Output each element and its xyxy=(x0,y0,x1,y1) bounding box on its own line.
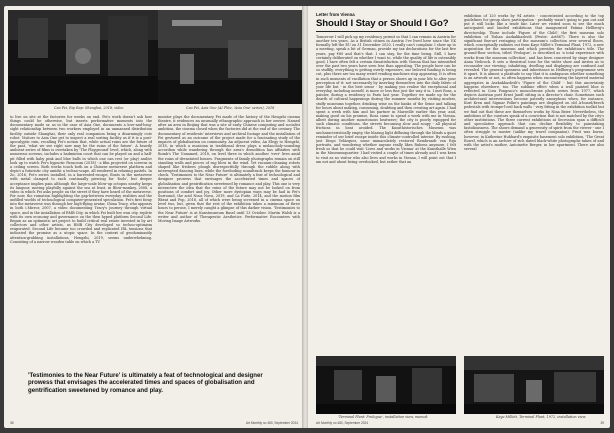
right-page xyxy=(308,6,610,428)
right-column-1: Tomorrow I will pick up my residency permit so that I can remain in Austria for another ten years. As a British citizen in Austria I've lived here since the UK formally left the EU on 31 December 2020, I really can't complain: I show up to a meeting, speak a bit of German, provide my tax declarations for the last five years, pay €80 and that's that. I can stay, for the time being. Still, I have certainly deliberated on whether I want to, while the quality of life is ostensibly good, I have often felt a certain dissatisfaction with Vienna that has intensified over the past two years have seen less than appealing. The people here can be so stuffily, everything is getting overly expensive, our beloved funding is being cut, plus there are too many weird vending machines stop appearing. It is often in such moments of vacillation that a person shows up in your life to alter your perception of it: not necessarily by inserting themselves into the daily fabric of your life but - in the best sense - by making you realise the exceptional and everyday, including oneself, is more or less fine just the way it is. I met Rosa, a painter, during a residency in Paris last year. Together we made up for the dearth of cultural happenings during the summer months by visiting modest, stuffy museums together, drinking wine on the banks of the Seine and talking for hours about making, consuming, doubting and then creating art again. I had spent a week with him and his partner in Marseille earlier this year, and, making good on his promise, Rosa came to spend a week with me in Vienna, albeit during another monotonous heatwave; the city is poorly equipped for such climatic conditions, the streets becoming slow and soupy - all physical frictions in heat avoided. The Kunsthistorisches Museum was uncharacteristically empty, the blazing light diffusing through the blinds a quiet reminder of our brief escape inside this climate-controlled interior. By rushing, just Diego Velázquez, some immaculately restored Rembrandt van Rijn portraits, and wondering whether anyone really likes Rubens anymore, I felt fresh so that he could visit 'Lives and works in Vienna' at the Kunsthalle Wien in the Museumsquartier. I had visited a couple of times already and I was keen to visit as no visitor who also lives and works in Vienna, I will point out that I am not and about being overlooked, but rather that an xyxy=(316,35,456,164)
installation-photo-image xyxy=(158,10,304,104)
headline-rule xyxy=(316,31,454,32)
photo-asia-one xyxy=(158,10,304,104)
photo1-caption: Cao Fei, Rip Rap: Shanghai, 2018, video xyxy=(54,106,124,110)
right-column-2: exhibition of 120 works by 94 artists - concentrated according to the top guidelines for group show participation - probably wasn't going to pan out and put it still looks like a trade fair. Later we visited soon to see the much anticipated and lauded exhibitions that inaugurated Fatima Hellberg's directorship. Those include 'Figure of the Child', the first museum solo exhibition of Tishan Aszkakhashvili (Pestie: Art867). There is also the significant fine-art restaging of the museum's collection over several floors, which conceptually radiates out from Kaye Millet's Terminal Plant, 1972, a new acquisition for the museum and which provides the exhibition's title. The ground-floor section, titled 'Prologue', is described as 'a total experience with works from the museum collection', and has been conceived by stage designer Anna Viebrock. It sets a theatrical tone for the wider show and invites us to reconsider our viewing, inhabiting, dwelling and displaying are confined and revealed. The general openness and inheritance in Hellberg's programme sets it apart. It is almost a platitude to say that it is ambiguous whether something is an artwork or not, so often happens when encountering the layered material aggregates in Aszkakhashvili's 'Figure of the Child' - but this uncertainty happens elsewhere, too. The sublime effect when a wall painted blue is reflected in Cora Pongracz's monochrome photo series from 1977, which depicts Austrian poet Ernst Jandl sitting in a director's chair. Sometimes such architectural interventions become patently amorphous when, for instance, Kurt Kren and Sigmar Polke's paintings are displayed on old A-board/beech pedestals with trompe-l'oeil back walls - very fitting in the exhibition toolkit but we find out that these are themselves works by Nina Beier. Nevertheless, the ambitions of the curators speak of a conviction that is not matched by the city's other institutions. The three current exhibitions at Secession span a difficult and speculative approach that can decline flexibility to painstaking fastidiousness. The shows demand a generosity of spirit from the viewer - one I often struggle to muster (unlike my travel companion). Fruit was borne, however, in Katherine Hubbard's exquisite basement solo exhibition, 'The Great Rowel, which is an archive of rich dated black-white photographs taken of and with the artist's mother, Antoinette Berger, in her apartment. There are also several xyxy=(464,14,604,151)
left-column-2: monitor plays the documentary Fei made of the history of the Hengzhi cinema theatre, it evidences an unusually ethnographic approach in her oeuvre. Named after an area in Beijing that was a site of early Chinese computing and socialist ambition, the cinema closed when the factories did at the end of the century. The documentary of residents' interviews and archival footage and the installation of Fei gestured as an outcome of the project made for a fascinating study of the impacts of globalisation on community. An adjacent video, An Elegy to Hengzhi, 2018, in which a musician in traditional dress plays a melancholy-sounding accordion while wandering through the area's demolition has affinities with Bomb's The Unnamed, 2018, on level three in which another 'ever' lives amid the ruins of devastated houses. Fragments of family photographs remain on still standing walls and pieces of rug blow in the wind. Yet vacuum-cleaning robots shaped like frisbees plough disrespectfully through the rubble along with interrupted dancing lines, while the foreboding soundtrack keeps the humour in check. 'Testimonies to the Near Future' is ultimately a feat of technological and designer prowess that envisages the accelerated times and spaces of globalisation and gentrification sweetened by romance and play. This one is very interactive the idea that the ruins of the future may not be looked on from positions of comfort and joy. Other more dystopian ways may be had in Fei's Surround, the acid Nous Nova, 2019, and La Fuite, 2014, and the motion film Bbeat and Pop, 2016, all of which were being screened in a cinema space on level two, but, given that the rest of the exhibition takes a minimum of three hours to peruse, I merely caught a glimpse of this darker vision. 'Testimonies to the Near Future' is at Kunstmuseum Basel until 13 October. Martin Walsh is a writer and author of Therapeutic Aesthetics: Performative Encounters with Moving Image Artworks. xyxy=(158,115,300,223)
pull-quote: 'Testimonies to the Near Future' is ultimately a feat of technological and designer prowess that envisages the accelerated times and spaces of globalisation and gentrification sweetened by romance and play. xyxy=(28,372,263,394)
page-number-left xyxy=(10,421,14,425)
photo-rip-rap xyxy=(8,10,158,104)
page-number-right: 39 xyxy=(600,421,604,425)
photo-terminal-plant-prologue xyxy=(316,356,456,414)
right-photo2-caption: Kaye Millett, Terminal Plant, 1972, installation view xyxy=(496,415,586,419)
installation-view-image xyxy=(316,356,456,414)
left-page xyxy=(4,6,304,428)
section-kicker: Letter from Vienna xyxy=(316,12,355,17)
right-photo1-caption: 'Terminal Plant: Prologue', installation view, mumok xyxy=(338,415,428,419)
installation-view-image-2 xyxy=(464,356,604,414)
folio-magazine-right: Art Monthly no 480, September 2024 xyxy=(316,421,369,425)
article-headline: Should I Stay or Should I Go? xyxy=(316,18,449,29)
photo-terminal-plant-1972 xyxy=(464,356,604,414)
left-column-1: to live on site at the factories for weeks on end. Fei's work doesn't ask how things could be otherwise, but inserts performative moments into the documentary mode or, as in the case of Asia One, documents a love-and-long-sight relationship between two workers employed in an unmanned distribution facility outside Shanghai, their only real companion being a disarmingly cute robot. Visitors to Asia One get to inspect a real sorting facility as if it is a post-apocalyptic ruin, recalling Fei's notion that, while actual ruins are the future of the past, 'what we see right now may be the ruins of the future'. A heavily ambient series of films is overtaken by 'The Playground' level, which, along with numerous screens, includes a badminton court that can be played on and a half-pit filled with baby pink and blue balls in which one can rest (or play) and/or look up to watch Fei's hypnotic Paracosm (2018) - a film projected on screens in a ceiling screen. Both works touch both on a Chinese metaverse platform and depict a futuristic city amidst a techno-scape, all rendered in relaxing pastels. In Zo, 2016, Fei's series installed, in a barrented-escape, floats in the metaverse with metal clamped to each continually piercing for 'fools', but deeper acceptance implies pain although the large-scale blow-up octopus nearby keeps its languor, moving playfully against the sea at least, in Blow-monkey, 2008, a video in which Fei asks people on the street if they have heard of the metaverse. For now, the ruination highlighting the gap-between everyday realities and the unfilled worlds of technological computer-generated speculation. Fei's first foray into the metaverse was through her high-flying avatar, China Tracy, who appears in both i.Mirror, 2007, a video documenting Tracy's journey through virtual space, and in the installation of RMB City, in which Fei built her own city, replete with its own economy and governance on the then hyped platform Second Life. Begun as an optimistic art project to build critical real estate invested in by art collectors and other artists, as RMB City developed so techno-optimism evaporated. Second Life became too crowded and replicated IRL tensions that indicated the promise as a utopic space. In the context of geodominantly attention-grabbing installations, Hengzhi, 2019, seems underwhelming. Consisting of a narrow wooden table on which a TV xyxy=(10,115,152,244)
video-still-image xyxy=(8,10,158,104)
folio-number: 38 xyxy=(10,421,14,425)
folio-magazine-left: Art Monthly no 480, September 2024 xyxy=(245,421,298,425)
photo2-caption: Cao Fei, Asia One (AI Phte, 'Asia One' series), 2018 xyxy=(186,106,275,110)
